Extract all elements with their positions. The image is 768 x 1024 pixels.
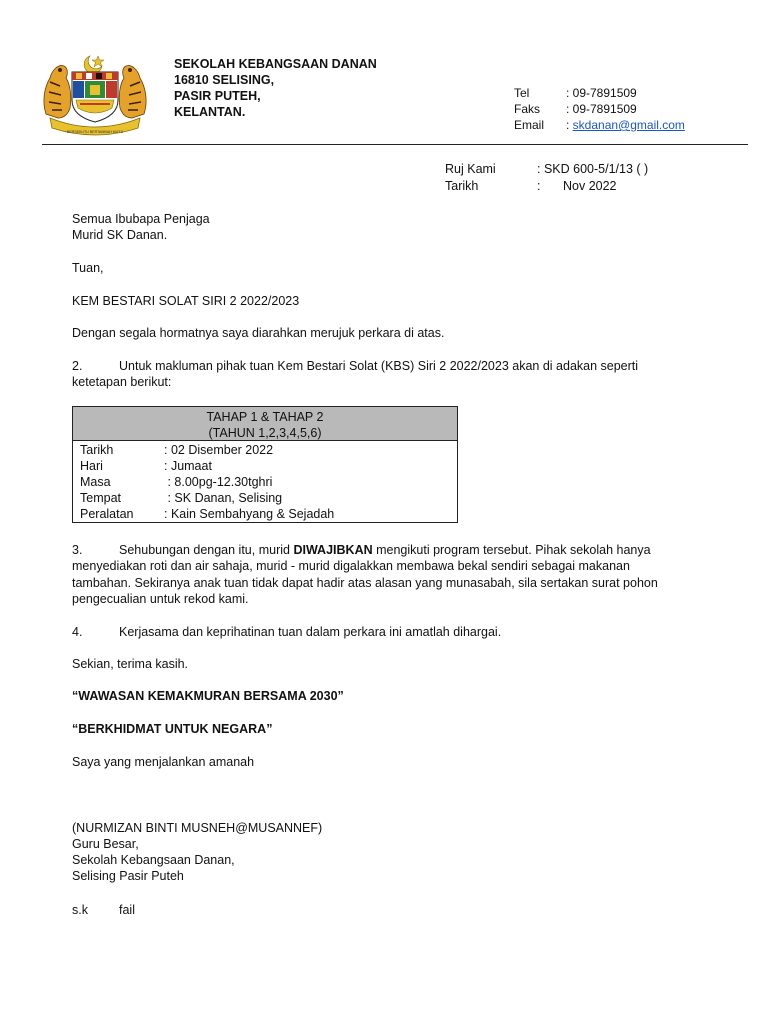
- signatory-name: (NURMIZAN BINTI MUSNEH@MUSANNEF): [72, 821, 323, 835]
- ref-tarikh: [445, 178, 617, 194]
- header-divider: [42, 144, 748, 145]
- table-header-line-1: TAHAP 1 & TAHAP 2: [206, 410, 324, 424]
- salutation: Tuan,: [72, 261, 104, 275]
- paragraph-2-line-1: Untuk makluman pihak tuan Kem Bestari Solat (KBS) Siri 2 2022/2023 akan di adakan seperti: [119, 359, 639, 373]
- contact-tel: [514, 85, 637, 101]
- paragraph-3-line-3: tambahan. Sekiranya anak tuan tidak dapat hadir atas alasan yang munasabah, sila sertakan surat pohon: [72, 576, 658, 590]
- contact-fax-label: Faks: [514, 102, 541, 116]
- sk-label: s.k: [72, 903, 88, 917]
- signatory-school: Sekolah Kebangsaan Danan,: [72, 853, 235, 867]
- recipient-line-2: Murid SK Danan.: [72, 228, 168, 242]
- paragraph-3-text-b: mengikuti program tersebut. Pihak sekolah hanya: [372, 543, 651, 557]
- table-header-line-2: (TAHUN 1,2,3,4,5,6): [208, 426, 322, 440]
- ref-ruj-label: Ruj Kami: [445, 162, 496, 176]
- table-row-value: : 8.00pg-12.30tghri: [164, 475, 273, 489]
- ref-ruj-kami: [445, 161, 648, 177]
- contact-email: [514, 117, 685, 133]
- paragraph-3-number: 3.: [72, 543, 83, 557]
- table-row: [73, 506, 457, 522]
- email-link[interactable]: skdanan@gmail.com: [572, 118, 685, 132]
- paragraph-3-text-a: Sehubungan dengan itu, murid: [119, 543, 294, 557]
- table-row: [73, 442, 457, 458]
- paragraph-3-line-1: [119, 542, 651, 558]
- contact-fax: [514, 101, 637, 117]
- paragraph-3-emphasis: DIWAJIBKAN: [293, 543, 373, 557]
- sk-value: fail: [119, 903, 135, 917]
- contact-email-prefix: :: [566, 118, 573, 132]
- paragraph-1: Dengan segala hormatnya saya diarahkan merujuk perkara di atas.: [72, 326, 445, 340]
- ref-tarikh-value: Nov 2022: [563, 179, 617, 193]
- signatory-place: Selising Pasir Puteh: [72, 869, 184, 883]
- paragraph-2-line-2: ketetapan berikut:: [72, 375, 172, 389]
- paragraph-2-number: 2.: [72, 359, 83, 373]
- recipient-line-1: Semua Ibubapa Penjaga: [72, 212, 210, 226]
- paragraph-3-line-2: menyediakan roti dan air sahaja, murid - murid digalakkan membawa bekal sendiri sebagai makanan: [72, 559, 630, 573]
- ref-tarikh-colon: :: [537, 179, 541, 193]
- closing: Sekian, terima kasih.: [72, 657, 189, 671]
- paragraph-3-line-4: pengecualian untuk rekod kami.: [72, 592, 249, 606]
- table-row: [73, 474, 457, 490]
- program-table: [72, 406, 458, 523]
- program-table-header: [73, 407, 457, 441]
- table-row-value: : SK Danan, Selising: [164, 491, 283, 505]
- paragraph-4: Kerjasama dan keprihatinan tuan dalam perkara ini amatlah dihargai.: [119, 625, 502, 639]
- slogan-2: “BERKHIDMAT UNTUK NEGARA”: [72, 722, 273, 736]
- address-line-2: PASIR PUTEH,: [174, 89, 261, 103]
- coat-of-arms-logo: [40, 52, 150, 138]
- ref-tarikh-label: Tarikh: [445, 179, 479, 193]
- paragraph-4-number: 4.: [72, 625, 83, 639]
- slogan-1: “WAWASAN KEMAKMURAN BERSAMA 2030”: [72, 689, 344, 703]
- table-row-key: Hari: [80, 459, 103, 473]
- table-row-key: Tarikh: [80, 443, 114, 457]
- table-row-value: : Kain Sembahyang & Sejadah: [164, 507, 335, 521]
- contact-tel-value: : 09-7891509: [566, 86, 637, 100]
- contact-tel-label: Tel: [514, 86, 530, 100]
- svg-text:BERSEKUTU BERTAMBAH MUTU: BERSEKUTU BERTAMBAH MUTU: [66, 130, 124, 134]
- table-row-key: Masa: [80, 475, 111, 489]
- table-row-key: Tempat: [80, 491, 121, 505]
- ref-ruj-value: : SKD 600-5/1/13 ( ): [537, 162, 649, 176]
- table-row: [73, 490, 457, 506]
- address-line-3: KELANTAN.: [174, 105, 246, 119]
- school-name: SEKOLAH KEBANGSAAN DANAN: [174, 57, 377, 71]
- subject: KEM BESTARI SOLAT SIRI 2 2022/2023: [72, 294, 300, 308]
- table-row-key: Peralatan: [80, 507, 134, 521]
- signatory-title: Guru Besar,: [72, 837, 139, 851]
- table-row: [73, 458, 457, 474]
- table-row-value: : 02 Disember 2022: [164, 443, 274, 457]
- contact-email-label: Email: [514, 118, 545, 132]
- contact-fax-value: : 09-7891509: [566, 102, 637, 116]
- amanah-line: Saya yang menjalankan amanah: [72, 755, 255, 769]
- address-line-1: 16810 SELISING,: [174, 73, 275, 87]
- table-row-value: : Jumaat: [164, 459, 212, 473]
